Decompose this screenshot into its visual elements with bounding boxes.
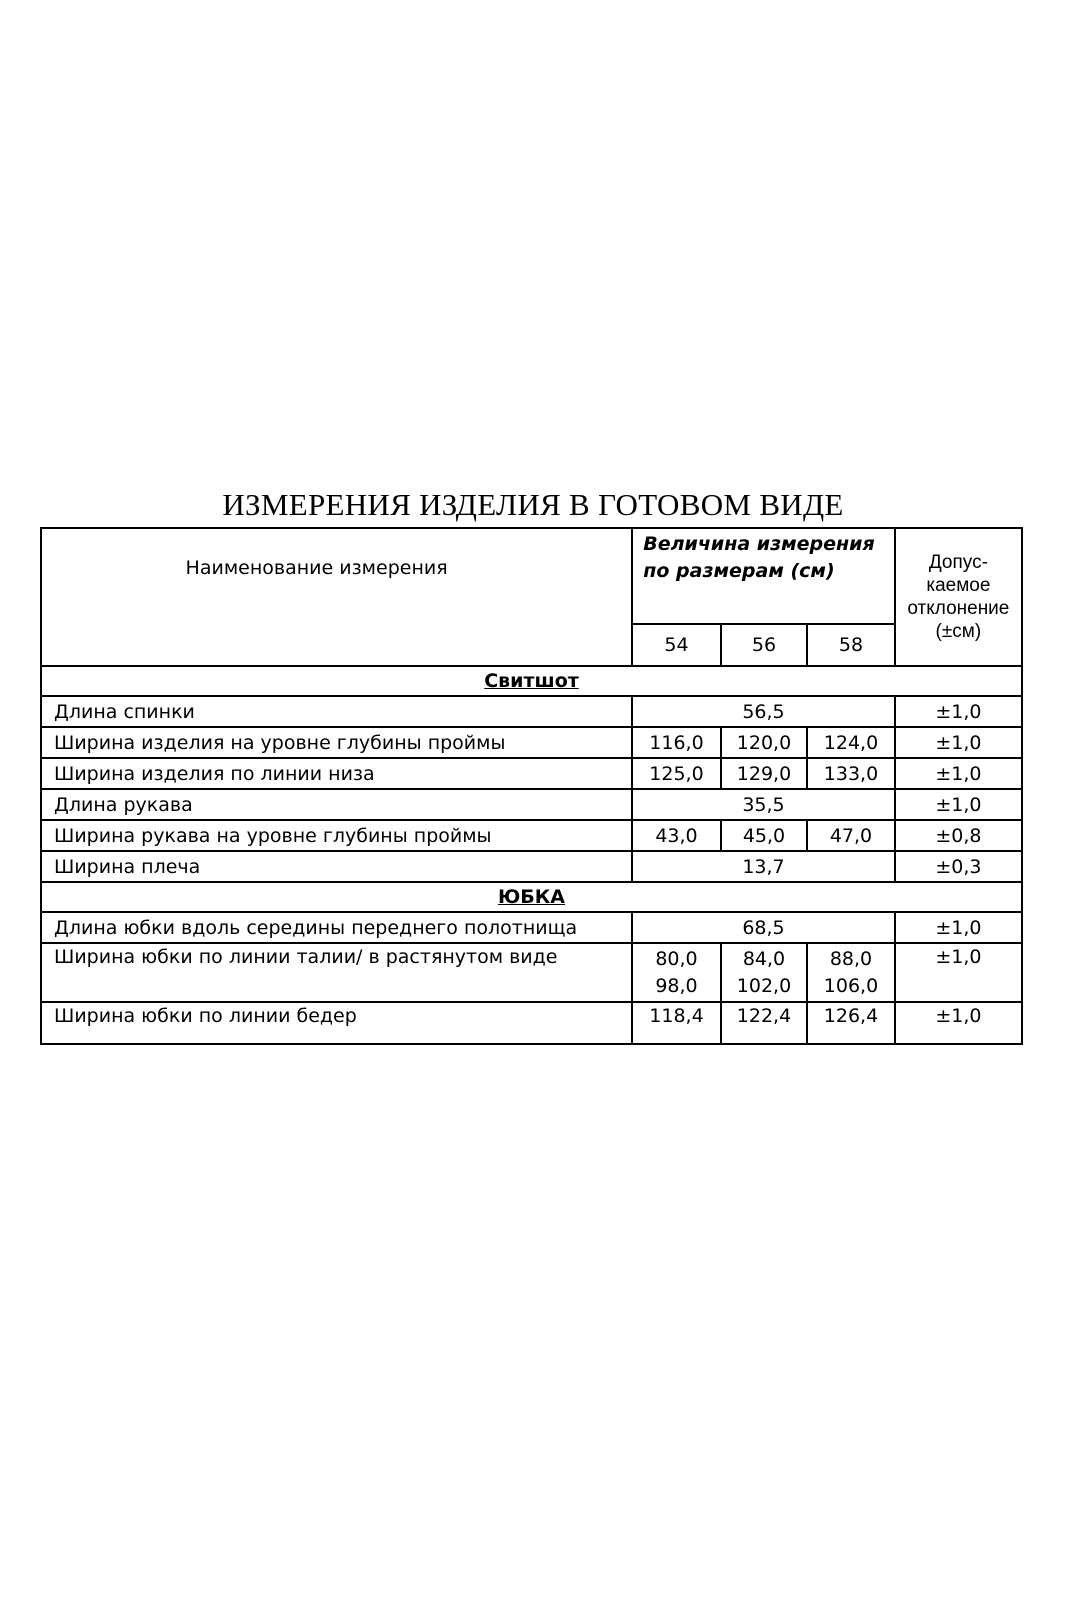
row-value-56: 122,4 [721,1002,807,1044]
row-tolerance: ±1,0 [895,912,1022,943]
section-title: ЮБКА [497,886,566,908]
table-row [41,851,1022,882]
section-title-cell [41,666,1022,696]
header-tolerance-cell [895,528,1022,666]
row-common-value: 13,7 [632,851,895,882]
measurements-table [40,527,1023,1045]
row-tolerance: ±0,8 [895,820,1022,851]
section-title: Свитшот [484,670,579,692]
document-title: ИЗМЕРЕНИЯ ИЗДЕЛИЯ В ГОТОВОМ ВИДЕ [222,487,844,522]
row-name: Ширина изделия на уровне глубины проймы [41,727,632,758]
row-common-value: 68,5 [632,912,895,943]
row-tolerance: ±1,0 [895,727,1022,758]
row-value-54: 118,4 [632,1002,721,1044]
table-row [41,789,1022,820]
row-tolerance: ±1,0 [895,696,1022,727]
row-tolerance: ±1,0 [895,943,1022,1002]
table-row [41,727,1022,758]
section-title-cell [41,882,1022,912]
table-row [41,820,1022,851]
header-tolerance-line: Допус- [928,552,988,573]
header-tolerance-line: (±см) [935,621,982,642]
row-value-58 [807,943,895,1002]
row-value-58: 124,0 [807,727,895,758]
row-value-line: 106,0 [823,975,879,997]
row-value-line: 84,0 [742,948,786,970]
row-name: Ширина плеча [41,851,632,882]
row-value-line: 88,0 [829,948,873,970]
row-value-56 [721,943,807,1002]
table-row [41,758,1022,789]
row-value-54: 43,0 [632,820,721,851]
size-58: 58 [807,624,895,666]
row-name: Ширина изделия по линии низа [41,758,632,789]
row-name: Ширина юбки по линии бедер [41,1002,632,1044]
header-tolerance-line: каемое [926,575,991,596]
row-value-54: 125,0 [632,758,721,789]
table-row [41,696,1022,727]
row-name: Длина спинки [41,696,632,727]
row-value-58: 47,0 [807,820,895,851]
row-value-58: 126,4 [807,1002,895,1044]
header-value-label: Величина измерения по размерам (см) [632,528,895,624]
size-56: 56 [721,624,807,666]
header-tolerance-line: отклонение [907,598,1010,619]
header-name-label: Наименование измерения [185,557,448,579]
row-tolerance: ±0,3 [895,851,1022,882]
table-row [41,1002,1022,1044]
row-tolerance: ±1,0 [895,789,1022,820]
row-common-value: 56,5 [632,696,895,727]
table-row [41,943,1022,1002]
row-value-54: 116,0 [632,727,721,758]
row-tolerance: ±1,0 [895,758,1022,789]
section-row-sweatshirt [41,666,1022,696]
row-value-54 [632,943,721,1002]
row-tolerance: ±1,0 [895,1002,1022,1044]
row-name: Длина рукава [41,789,632,820]
row-value-line: 102,0 [736,975,792,997]
row-value-line: 80,0 [655,948,698,970]
row-name: Ширина юбки по линии талии/ в растянутом виде [41,943,632,1002]
row-value-line: 98,0 [655,975,698,997]
row-value-58: 133,0 [807,758,895,789]
size-54: 54 [632,624,721,666]
table-row [41,912,1022,943]
row-value-56: 129,0 [721,758,807,789]
row-name: Длина юбки вдоль середины переднего полотнища [41,912,632,943]
header-name-cell [41,528,632,666]
row-value-56: 45,0 [721,820,807,851]
section-row-skirt [41,882,1022,912]
row-value-56: 120,0 [721,727,807,758]
header-row [41,528,1022,624]
row-common-value: 35,5 [632,789,895,820]
row-name: Ширина рукава на уровне глубины проймы [41,820,632,851]
